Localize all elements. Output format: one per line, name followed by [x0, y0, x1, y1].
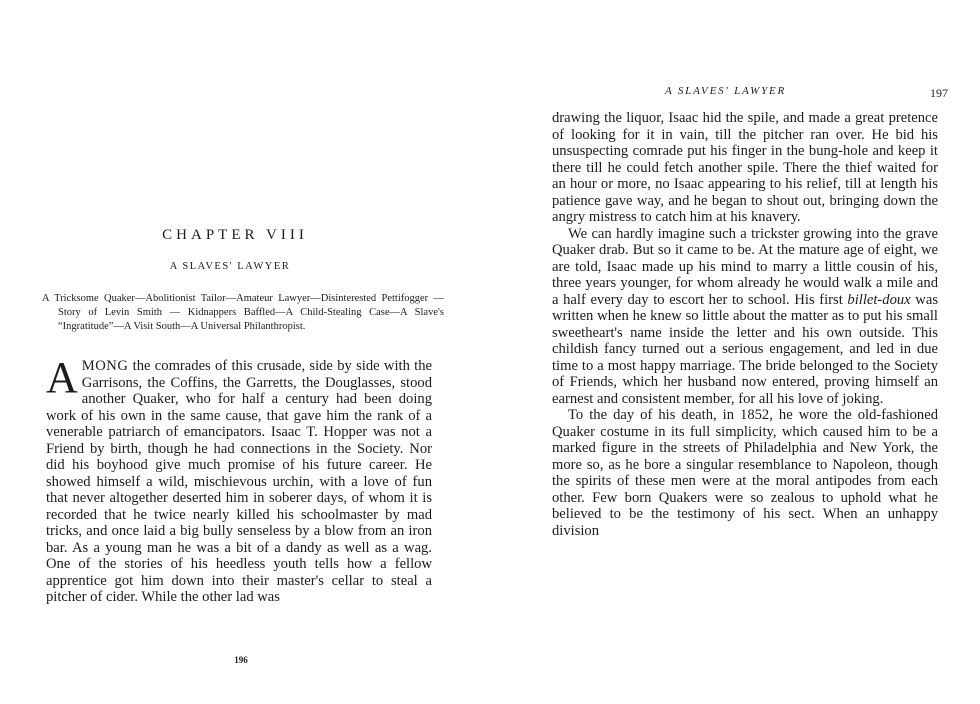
drop-cap: A	[46, 353, 78, 402]
right-paragraph-3: To the day of his death, in 1852, he wore the old-fashioned Quaker costume in its full simplicity, which caused him to be a marked figure in the streets of Philadelphia and New York, the more so, as he bore a singular resemblance to Napoleon, though the spirits of these men were at the moral antipodes from each other. Few born Quakers were so zealous to uphold what he believed to be the testimony of his sect. When an unhappy division	[552, 407, 938, 539]
billet-doux-italic: billet-doux	[847, 291, 911, 308]
right-body-text	[552, 110, 938, 539]
left-paragraph	[46, 353, 432, 606]
opening-smallcaps: MONG	[81, 358, 129, 374]
right-paragraph-1: drawing the liquor, Isaac hid the spile, and made a great pretence of looking for it in vain, till the pitcher ran over. He bid his unsuspecting comrade put his finger in the bung-hole and keep it there till he could fetch another spile. There the thief waited for an hour or more, no Isaac appearing to his relief, till at length his patience gave way, and he began to shout out, bringing down the angry mistress to catch him at his knavery.	[552, 110, 938, 225]
right-paragraph-2	[552, 226, 938, 408]
left-page-number: 196	[234, 655, 248, 665]
paragraph-2-text-after: was written when he knew so little about the matter as to put his small sweetheart's name inside the letter and his own outside. This childish fancy turned out a serious engagement, and led in due time to a most happy marriage. The bride belonged to the Society of Friends, which her husband now entered, proving himself an earnest and consistent member, for all his love of joking.	[552, 291, 938, 407]
left-body-text	[46, 353, 432, 606]
right-page-number: 197	[930, 86, 948, 100]
chapter-title: CHAPTER VIII	[162, 227, 308, 243]
paragraph-2-text-before: We can hardly imagine such a trickster growing into the grave Quaker drab. But so it came to be. At the mature age of eight, we are told, Isaac made up his mind to marry a little cousin of his, three years younger, for whom already he would walk a mile and a half every day to escort her to school. His first	[552, 225, 938, 308]
running-head: A SLAVES' LAWYER	[665, 85, 787, 97]
chapter-subtitle: A SLAVES' LAWYER	[169, 261, 291, 272]
left-body-content: the comrades of this crusade, side by side with the Garrisons, the Coffins, the Garretts, the Douglasses, stood another Quaker, who for half a century had been doing work of his own in the same cause, that gave him the rank of a venerable patriarch of emancipators. Isaac T. Hopper was not a Friend by birth, though he had connections in the Society. Nor did his boyhood give much promise of his future career. He showed himself a wild, mischievous urchin, with a love of fun that never altogether deserted him in soberer days, of whom it is recorded that he twice nearly killed his schoolmaster by mad tricks, and once laid a big bully senseless by a blow from an iron bar. As a young man he was a bit of a dandy as well as a wag. One of the stories of his heedless youth tells how a fellow apprentice got him down into their master's cellar to steal a pitcher of cider. While the other lad was	[46, 358, 432, 605]
chapter-synopsis: A Tricksome Quaker—Abolitionist Tailor—Amateur Lawyer—Disinterested Pettifogger — Story of Levin Smith — Kidnappers Baffled—A Child-Stealing Case—A Slave's “Ingratitude”—A Visit South—A Universal Philanthropist.	[42, 293, 444, 332]
right-page	[490, 0, 980, 704]
